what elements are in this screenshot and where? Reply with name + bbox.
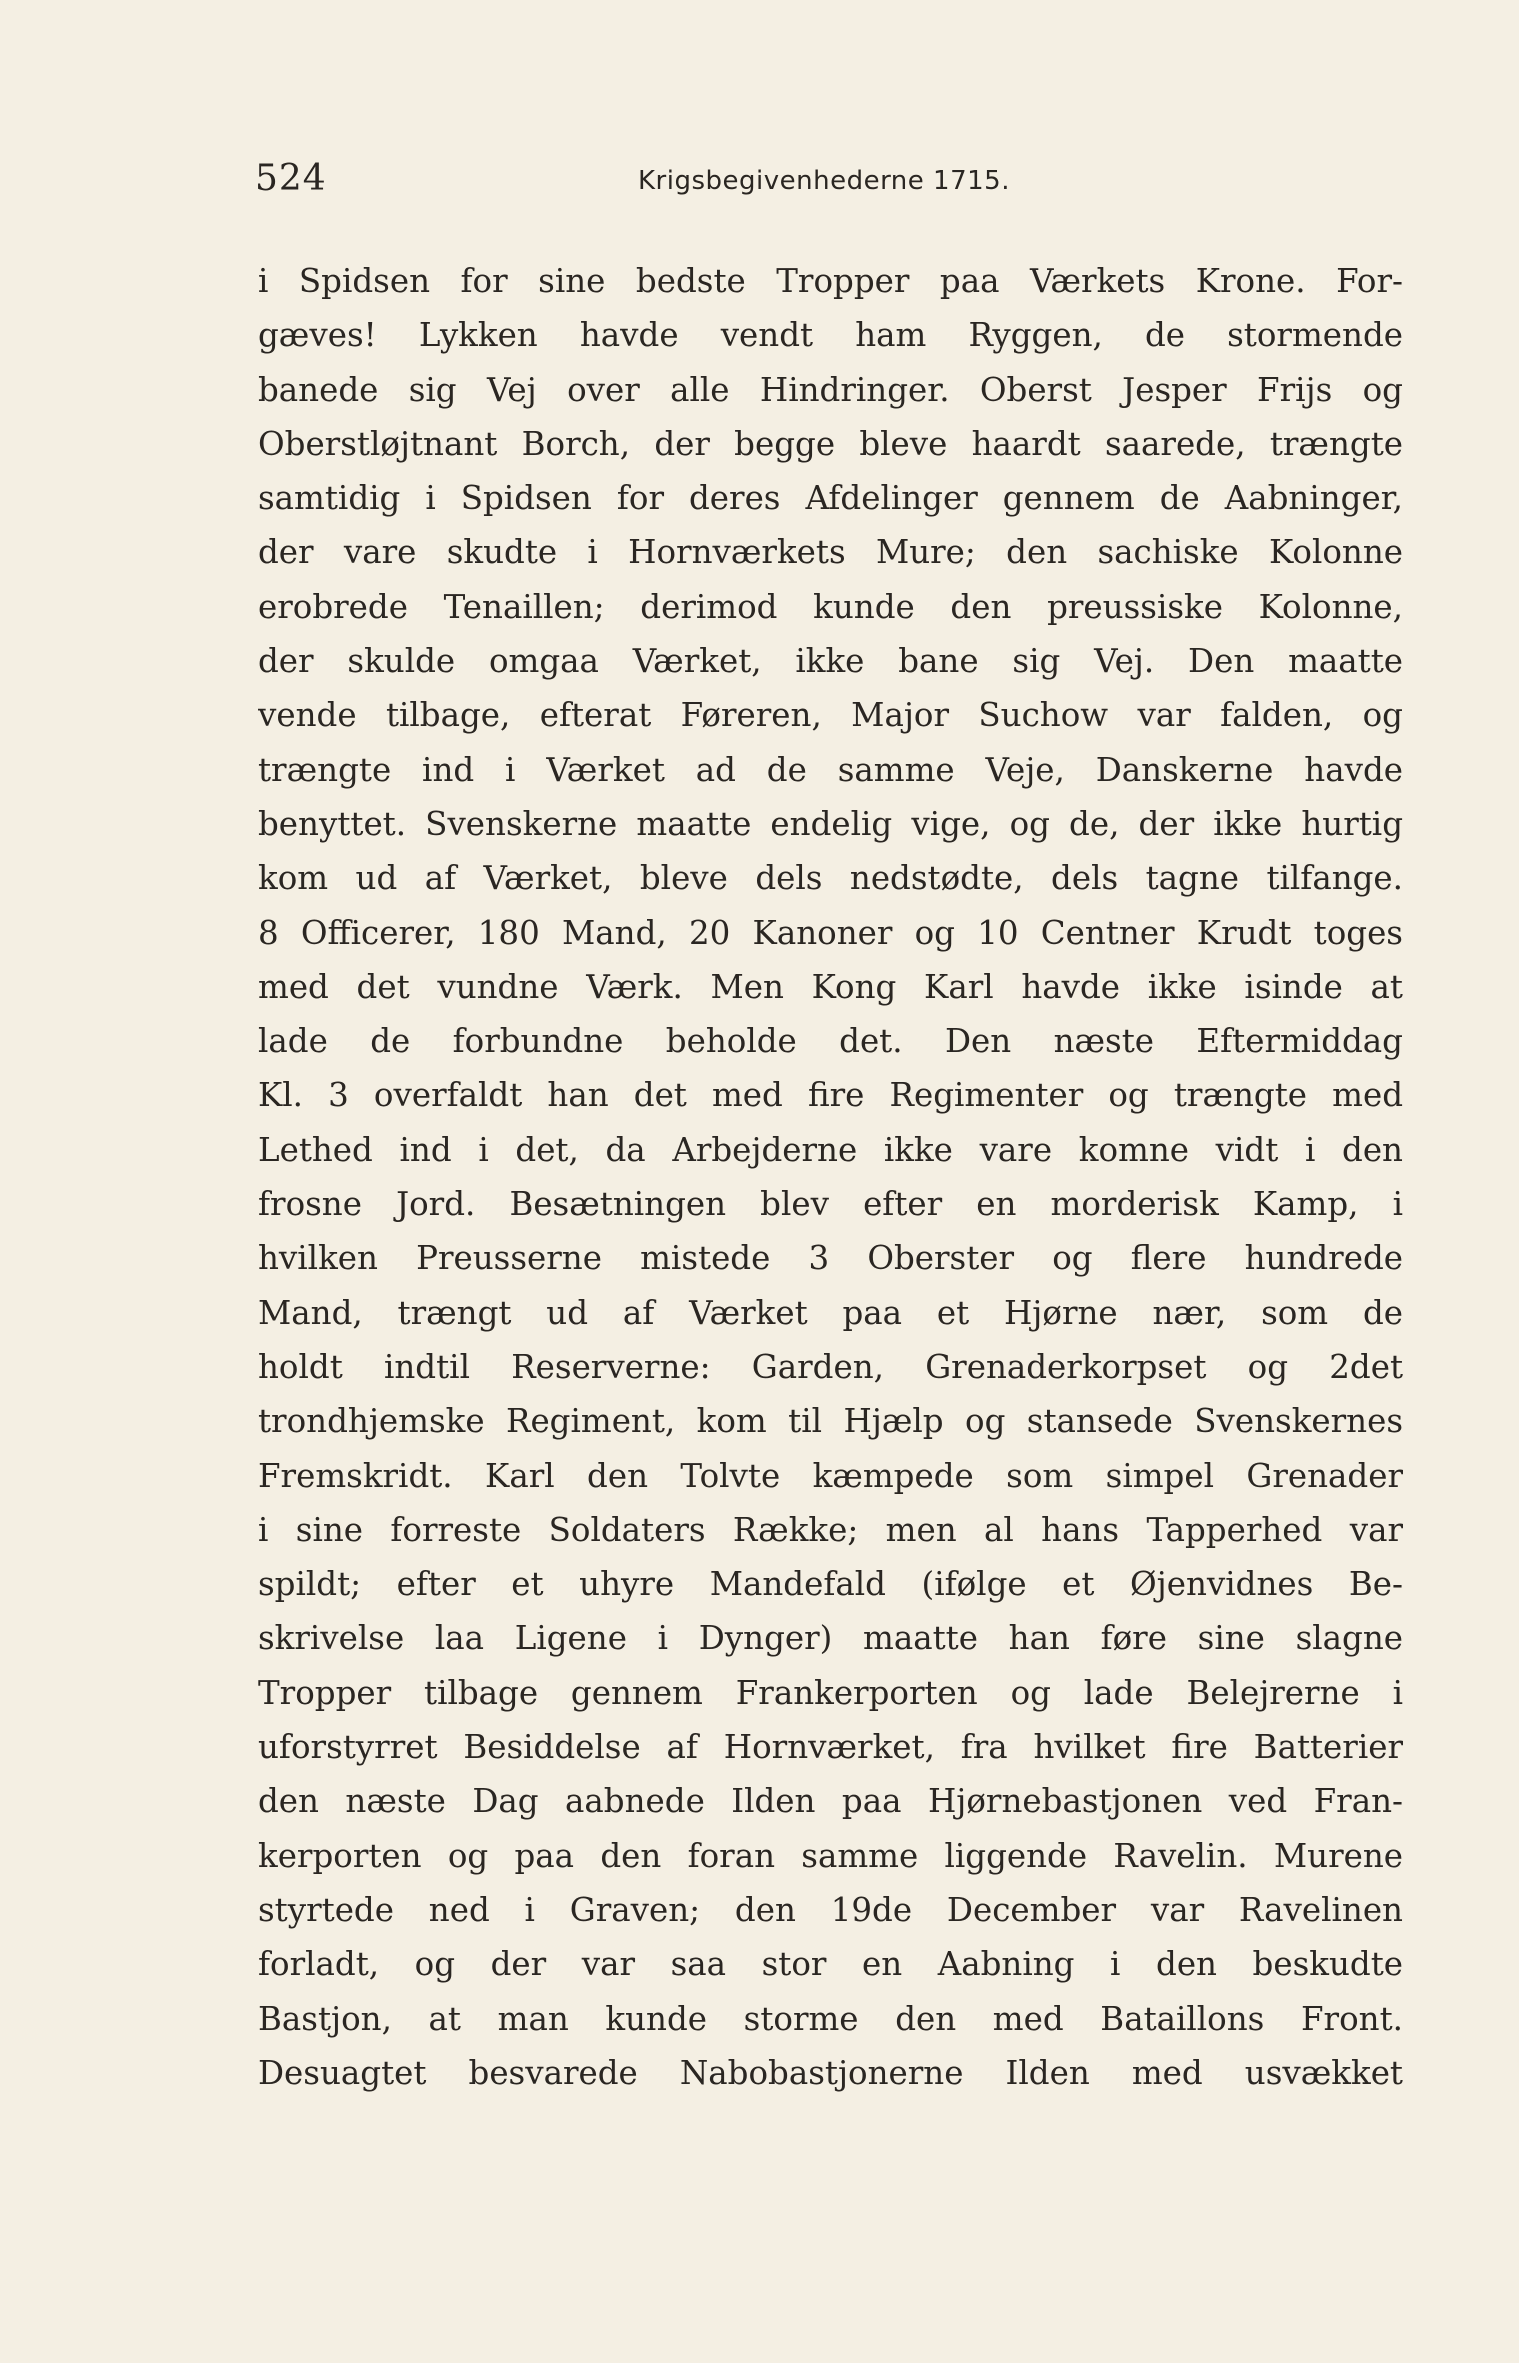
text-line: skrivelse laa Ligene i Dynger) maatte han føre sine slagne	[258, 1619, 1403, 1658]
page-number: 524	[255, 158, 327, 199]
text-line: kerporten og paa den foran samme liggende Ravelin. Murene	[258, 1836, 1403, 1875]
text-line: Bastjon, at man kunde storme den med Bataillons Front.	[258, 1999, 1403, 2038]
text-line: i Spidsen for sine bedste Tropper paa Værkets Krone. For-	[258, 262, 1403, 300]
text-line: Fremskridt. Karl den Tolvte kæmpede som simpel Grenader	[258, 1456, 1403, 1495]
text-line: Mand, trængt ud af Værket paa et Hjørne nær, som de	[258, 1293, 1403, 1332]
text-line: benyttet. Svenskerne maatte endelig vige, og de, der ikke hurtig	[258, 804, 1403, 843]
body-text	[258, 254, 1403, 2100]
text-line: gæves! Lykken havde vendt ham Ryggen, de stormende	[258, 316, 1403, 355]
text-line: styrtede ned i Graven; den 19de December var Ravelinen	[258, 1890, 1403, 1929]
text-line: erobrede Tenaillen; derimod kunde den preussiske Kolonne,	[258, 587, 1403, 626]
text-line: i sine forreste Soldaters Række; men al hans Tapperhed var	[258, 1510, 1403, 1549]
text-line: lade de forbundne beholde det. Den næste Eftermiddag	[258, 1022, 1403, 1061]
text-line: hvilken Preusserne mistede 3 Oberster og flere hundrede	[258, 1239, 1403, 1278]
text-line: Kl. 3 overfaldt han det med fire Regimenter og trængte med	[258, 1076, 1403, 1115]
text-line: med det vundne Værk. Men Kong Karl havde ikke isinde at	[258, 967, 1403, 1006]
text-line: banede sig Vej over alle Hindringer. Oberst Jesper Frijs og	[258, 370, 1403, 409]
text-line: holdt indtil Reserverne: Garden, Grenaderkorpset og 2det	[258, 1347, 1403, 1386]
text-line: vende tilbage, efterat Føreren, Major Suchow var falden, og	[258, 696, 1403, 735]
text-line: samtidig i Spidsen for deres Afdelinger gennem de Aabninger,	[258, 479, 1403, 518]
text-line: trondhjemske Regiment, kom til Hjælp og stansede Svenskernes	[258, 1402, 1403, 1441]
text-line: forladt, og der var saa stor en Aabning i den beskudte	[258, 1945, 1403, 1984]
text-line: uforstyrret Besiddelse af Hornværket, fra hvilket fire Batterier	[258, 1728, 1403, 1767]
text-line: spildt; efter et uhyre Mandefald (ifølge et Øjenvidnes Be-	[258, 1565, 1403, 1604]
text-line: der skulde omgaa Værket, ikke bane sig Vej. Den maatte	[258, 642, 1403, 681]
text-line: Tropper tilbage gennem Frankerporten og lade Belejrerne i	[258, 1673, 1403, 1712]
text-line: kom ud af Værket, bleve dels nedstødte, dels tagne tilfange.	[258, 859, 1403, 898]
text-line: trængte ind i Værket ad de samme Veje, Danskerne havde	[258, 750, 1403, 789]
running-title: Krigsbegivenhederne 1715.	[638, 166, 1010, 196]
text-line: 8 Officerer, 180 Mand, 20 Kanoner og 10 Centner Krudt toges	[258, 913, 1403, 952]
text-line: Oberstløjtnant Borch, der begge bleve haardt saarede, trængte	[258, 424, 1403, 463]
text-line: Desuagtet besvarede Nabobastjonerne Ilden med usvækket	[258, 2053, 1403, 2092]
running-head	[255, 158, 1405, 218]
text-line: Lethed ind i det, da Arbejderne ikke vare komne vidt i den	[258, 1130, 1403, 1169]
text-line: den næste Dag aabnede Ilden paa Hjørnebastjonen ved Fran-	[258, 1782, 1403, 1821]
text-line: frosne Jord. Besætningen blev efter en morderisk Kamp, i	[258, 1185, 1403, 1224]
text-line: der vare skudte i Hornværkets Mure; den sachiske Kolonne	[258, 533, 1403, 572]
